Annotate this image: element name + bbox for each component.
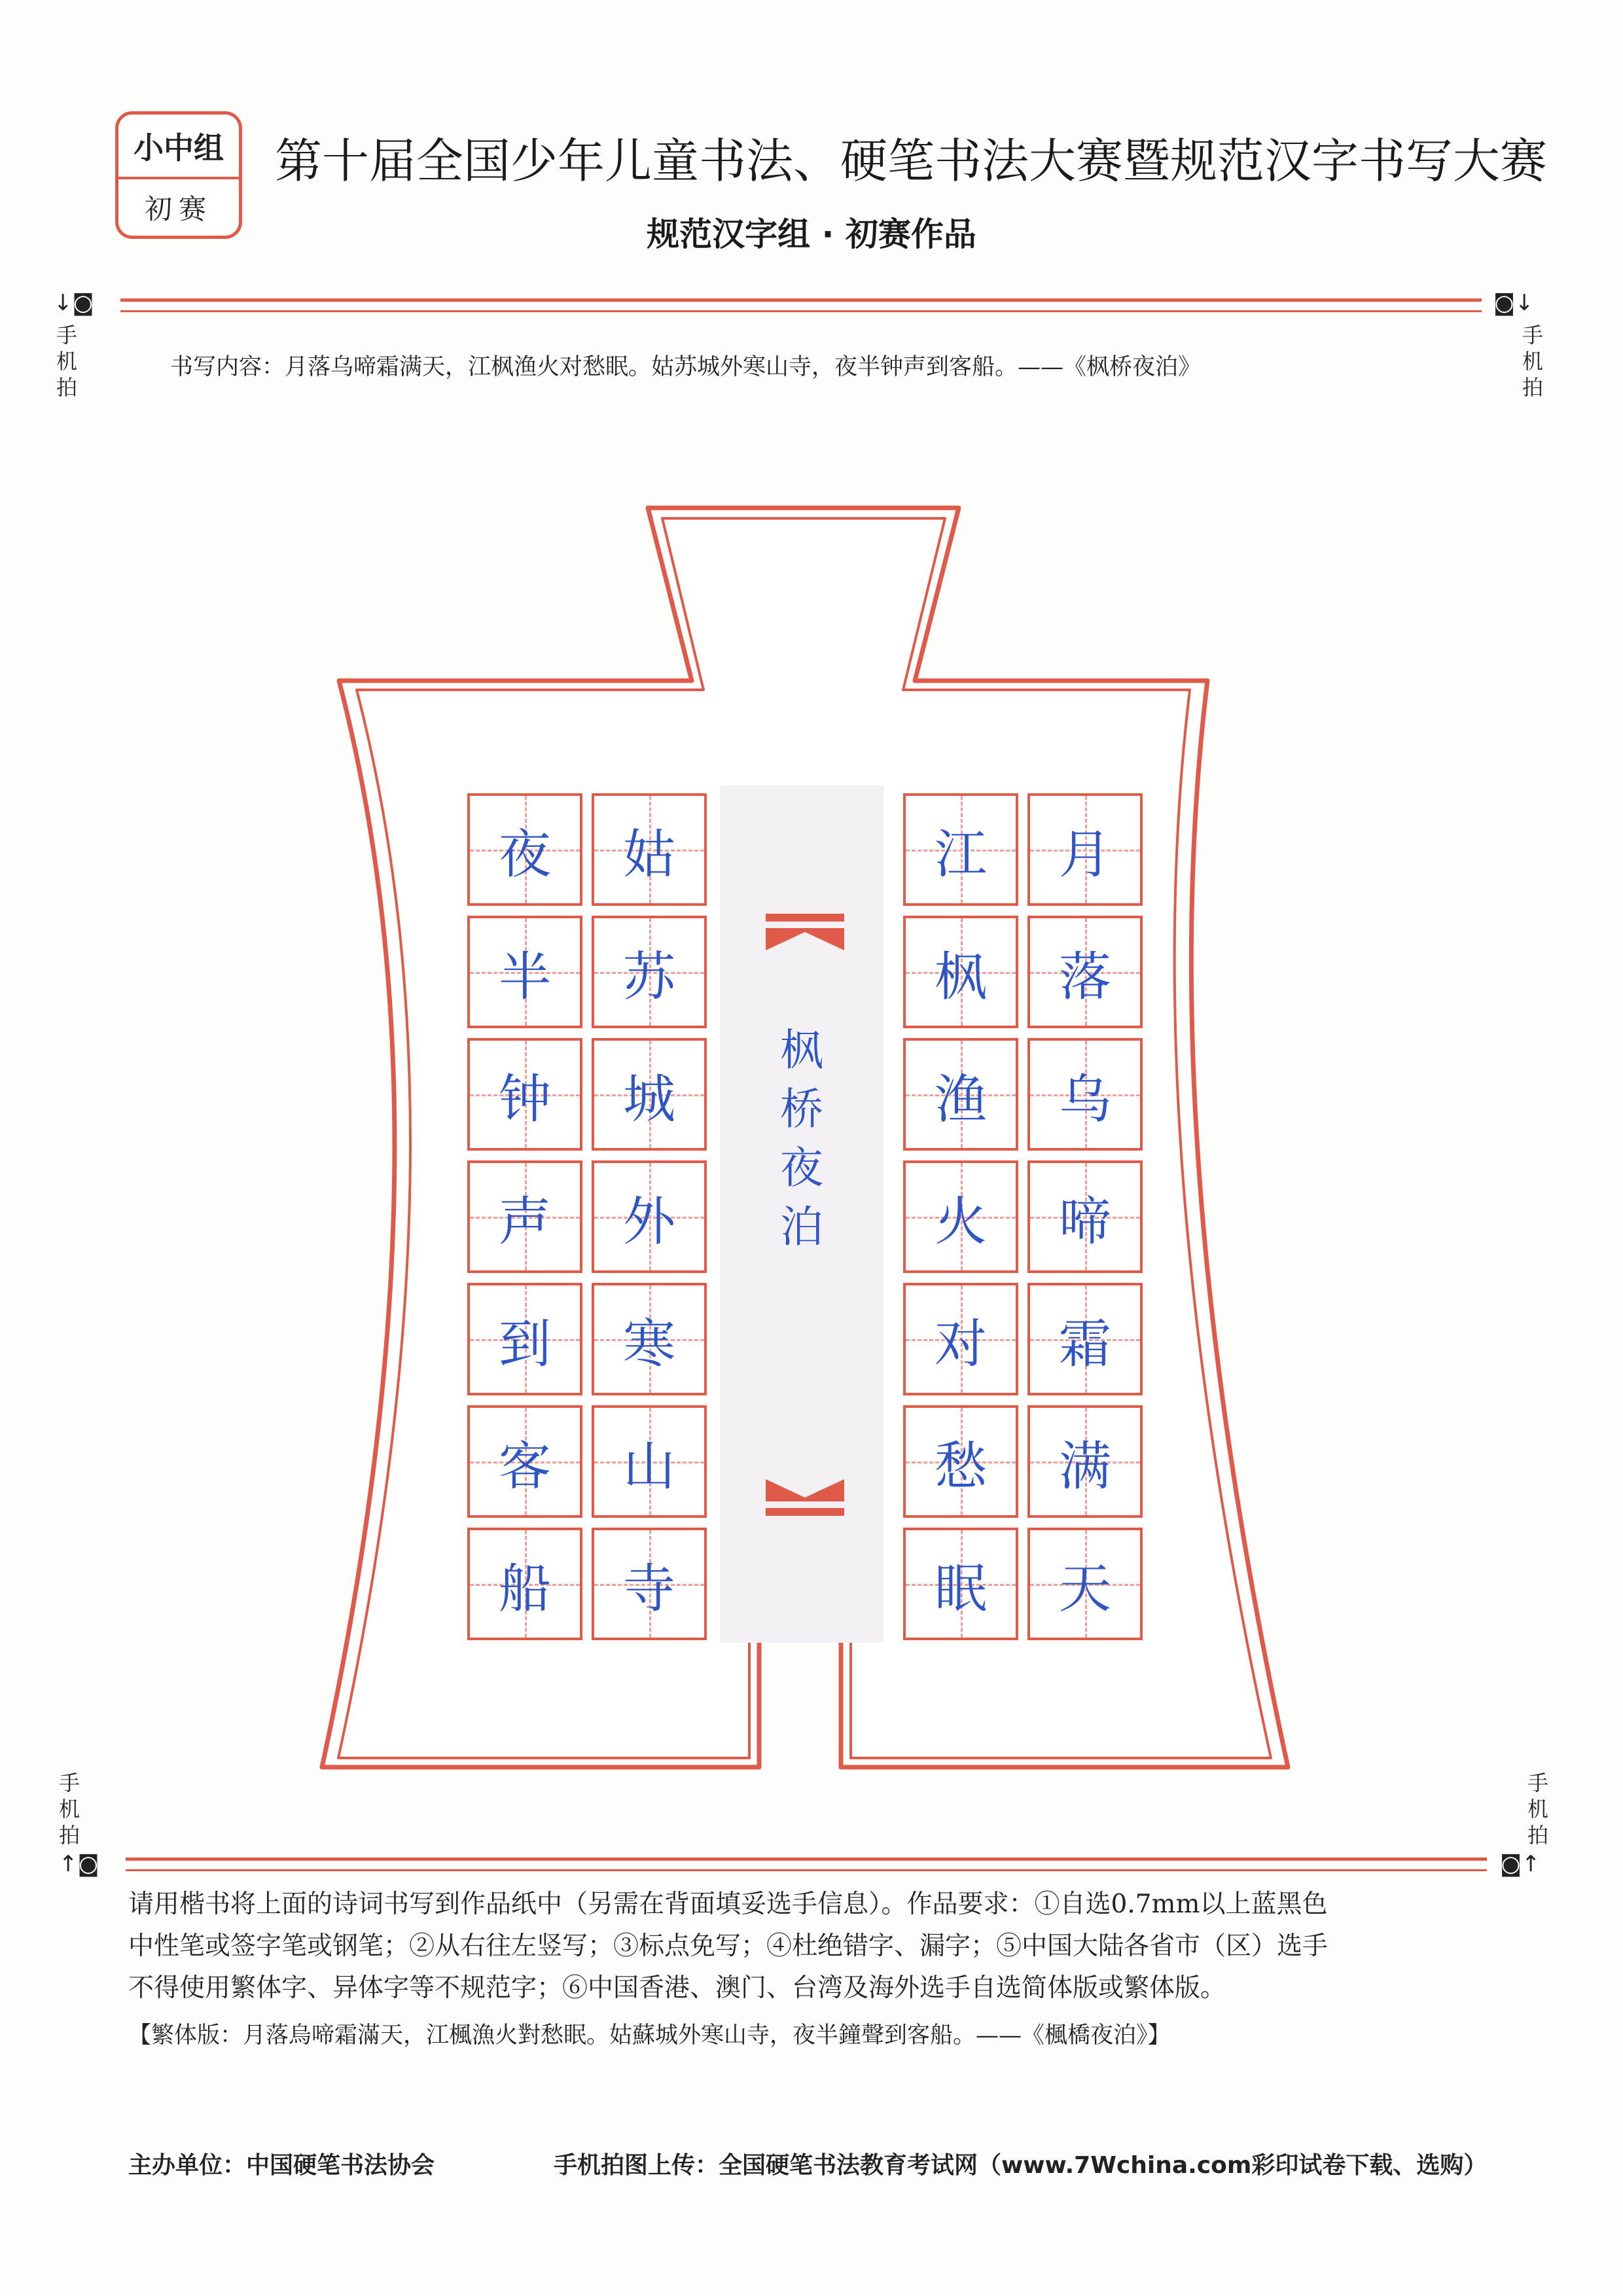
grid-cell: 寺 xyxy=(592,1528,707,1640)
grid-cell: 江 xyxy=(903,793,1018,906)
grid-cell: 乌 xyxy=(1027,1038,1143,1151)
grid-cell: 声 xyxy=(467,1160,582,1273)
grid-cell: 霜 xyxy=(1027,1283,1143,1395)
poem-title-char: 桥 xyxy=(780,1084,823,1134)
poem-title-vertical xyxy=(769,1021,834,1257)
poem-title-char: 泊 xyxy=(780,1202,823,1252)
grid-cell: 到 xyxy=(467,1283,582,1395)
bottom-rule xyxy=(126,1857,1487,1861)
page-subtitle: 规范汉字组 · 初赛作品 xyxy=(647,215,976,253)
camera-down-icon: ↓◙ xyxy=(54,290,94,316)
instructions xyxy=(128,1884,1509,2009)
grid-cell: 钟 xyxy=(467,1038,582,1151)
grid-cell: 落 xyxy=(1027,916,1143,1028)
page-title: 第十届全国少年儿童书法、硬笔书法大赛暨规范汉字书写大赛 xyxy=(275,134,1548,188)
grid-cell: 枫 xyxy=(903,916,1018,1028)
camera-down-icon: ◙↓ xyxy=(1493,290,1534,316)
grid-cell: 客 xyxy=(467,1405,582,1518)
grid-cell: 半 xyxy=(467,916,582,1028)
instruction-line: 中性笔或签字笔或钢笔；②从右往左竖写；③标点免写；④杜绝错字、漏字；⑤中国大陆各省市（区）选手 xyxy=(128,1931,1329,1961)
instruction-line: 不得使用繁体字、异体字等不规范字；⑥中国香港、澳门、台湾及海外选手自选简体版或繁体版。 xyxy=(128,1973,1226,2003)
grid-cell: 愁 xyxy=(903,1405,1018,1518)
camera-up-icon: ↑◙ xyxy=(59,1851,99,1877)
writing-content: 书写内容：月落乌啼霜满天，江枫渔火对愁眠。姑苏城外寒山寺，夜半钟声到客船。——《枫桥夜泊》 xyxy=(170,354,1202,380)
grid-cell: 城 xyxy=(592,1038,707,1151)
poem-title-char: 夜 xyxy=(780,1143,823,1193)
grid-cell: 月 xyxy=(1027,793,1143,906)
camera-up-icon: ◙↑ xyxy=(1500,1851,1541,1877)
grid-cell: 夜 xyxy=(467,793,582,906)
side-label-bottom-right: 手 机 拍 xyxy=(1527,1770,1548,1848)
grid-cell: 渔 xyxy=(903,1038,1018,1151)
organizer: 主办单位：中国硬笔书法协会 xyxy=(128,2152,435,2179)
bottom-rule-2 xyxy=(126,1869,1487,1871)
grid-cell: 山 xyxy=(592,1405,707,1518)
stage-label: 初赛 xyxy=(144,193,213,225)
grid-cell: 苏 xyxy=(592,916,707,1028)
traditional-version: 【繁体版：月落烏啼霜滿天，江楓漁火對愁眠。姑蘇城外寒山寺，夜半鐘聲到客船。——《楓橋夜泊》】 xyxy=(128,2022,1171,2049)
side-label-top-left: 手 机 拍 xyxy=(56,323,77,400)
grid-cell: 寒 xyxy=(592,1283,707,1395)
grid-cell: 火 xyxy=(903,1160,1018,1273)
grid-cell: 船 xyxy=(467,1528,582,1640)
grid-cell: 啼 xyxy=(1027,1160,1143,1273)
poem-title-char: 枫 xyxy=(780,1025,823,1075)
grid-cell: 眠 xyxy=(903,1528,1018,1640)
grid-cell: 姑 xyxy=(592,793,707,906)
grid-cell: 天 xyxy=(1027,1528,1143,1640)
side-label-bottom-left: 手 机 拍 xyxy=(58,1770,80,1848)
grid-cell: 外 xyxy=(592,1160,707,1273)
grid-cell: 对 xyxy=(903,1283,1018,1395)
instruction-line: 请用楷书将上面的诗词书写到作品纸中（另需在背面填妥选手信息）。作品要求：①自选0.7mm以上蓝黑色 xyxy=(128,1890,1328,1919)
group-label: 小中组 xyxy=(118,115,239,179)
side-label-top-right: 手 机 拍 xyxy=(1522,323,1543,400)
upload-info: 手机拍图上传：全国硬笔书法教育考试网（www.7Wchina.com彩印试卷下载、选购） xyxy=(554,2152,1488,2179)
grid-cell: 满 xyxy=(1027,1405,1143,1518)
